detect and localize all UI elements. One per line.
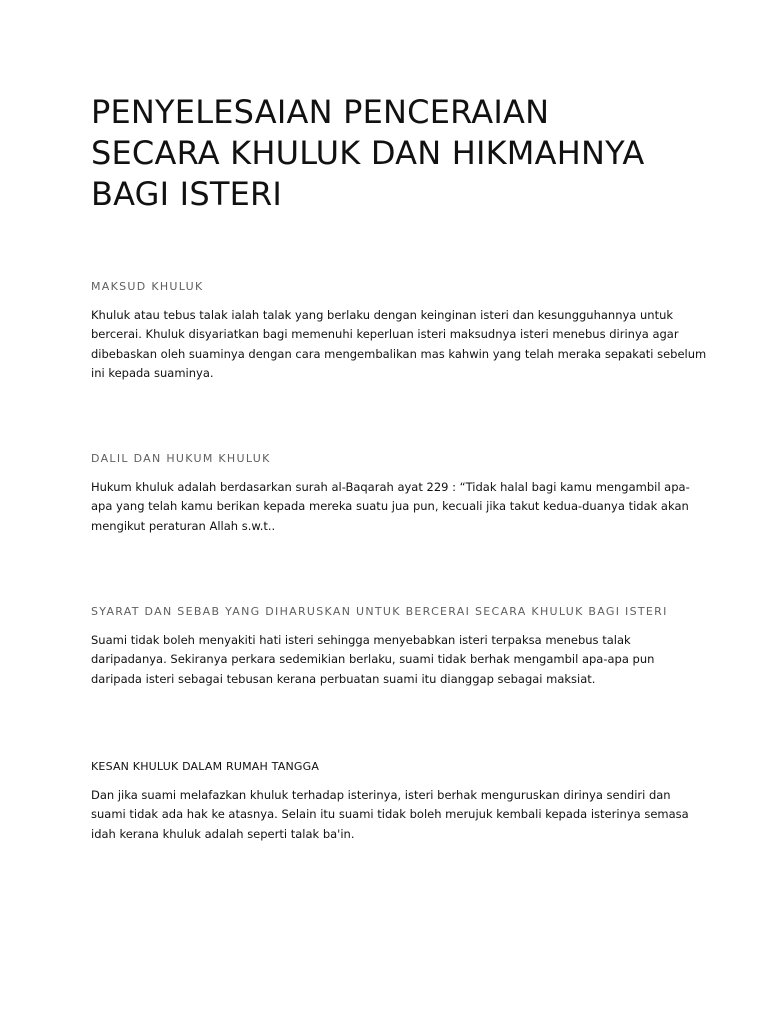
paragraph-line: suami tidak ada hak ke atasnya. Selain itu suami tidak boleh merujuk kembali kepada isterinya semasa: [91, 807, 689, 822]
paragraph-line: idah kerana khuluk adalah seperti talak ba'in.: [91, 826, 355, 841]
section-heading-syarat-sebab: SYARAT DAN SEBAB YANG DIHARUSKAN UNTUK BERCERAI SECARA KHULUK BAGI ISTERI: [91, 605, 668, 618]
paragraph-line: daripadanya. Sekiranya perkara sedemikian berlaku, suami tidak berhak mengambil apa-apa pun: [91, 652, 655, 667]
paragraph-line: apa yang telah kamu berikan kepada mereka suatu jua pun, kecuali jika takut kedua-duanya tidak akan: [91, 499, 689, 514]
document-title: [91, 92, 691, 215]
paragraph-line: Hukum khuluk adalah berdasarkan surah al-Baqarah ayat 229 : “Tidak halal bagi kamu mengambil apa-: [91, 480, 690, 494]
section-paragraph-maksud-khuluk: [91, 306, 707, 383]
paragraph-line: Khuluk atau tebus talak ialah talak yang berlaku dengan keinginan isteri dan kesungguhannya untuk: [91, 308, 674, 322]
paragraph-line: Suami tidak boleh menyakiti hati isteri sehingga menyebabkan isteri terpaksa menebus talak: [91, 633, 631, 647]
section-paragraph-dalil-hukum: [91, 478, 691, 536]
paragraph-line: dibebaskan oleh suaminya dengan cara mengembalikan mas kahwin yang telah meraka sepakati sebelum: [91, 346, 707, 361]
paragraph-line: bercerai. Khuluk disyariatkan bagi memenuhi keperluan isteri maksudnya isteri menebus dirinya agar: [91, 327, 679, 342]
section-paragraph-kesan-khuluk: [91, 786, 691, 844]
section-heading-maksud-khuluk: MAKSUD KHULUK: [91, 280, 204, 293]
section-heading-dalil-hukum: DALIL DAN HUKUM KHULUK: [91, 452, 271, 465]
title-line: PENYELESAIAN PENCERAIAN: [91, 93, 550, 131]
title-line: SECARA KHULUK DAN HIKMAHNYA: [91, 134, 645, 172]
section-paragraph-syarat-sebab: [91, 631, 691, 689]
title-line: BAGI ISTERI: [91, 175, 283, 213]
section-heading-kesan-khuluk: KESAN KHULUK DALAM RUMAH TANGGA: [91, 760, 320, 773]
paragraph-line: Dan jika suami melafazkan khuluk terhadap isterinya, isteri berhak menguruskan dirinya sendiri dan: [91, 788, 671, 802]
paragraph-line: daripada isteri sebagai tebusan kerana perbuatan suami itu dianggap sebagai maksiat.: [91, 671, 596, 686]
paragraph-line: mengikut peraturan Allah s.w.t..: [91, 518, 276, 533]
paragraph-line: ini kepada suaminya.: [91, 365, 214, 380]
